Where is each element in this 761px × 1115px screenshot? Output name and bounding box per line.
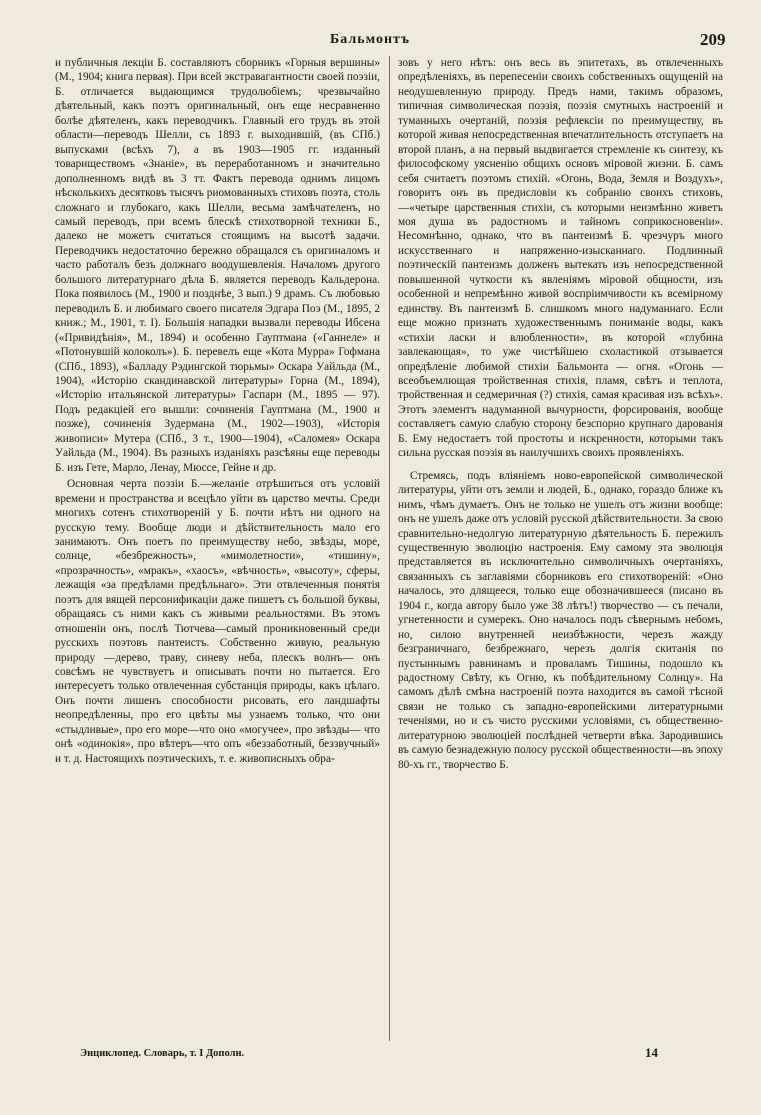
left-column <box>55 56 380 766</box>
footer-source: Энциклопед. Словарь, т. I Дополн. <box>80 1048 245 1059</box>
column-divider <box>389 56 390 1041</box>
paragraph: Стремясь, подъ вліяніемъ ново-европейской символической литературы, уйти отъ земли и людей, Б., однако, гораздо ближе къ нимъ, чѣмъ думаетъ. Онъ не только не ушелъ отъ жизни вообще: онъ не ушелъ даже отъ условій русской дѣйствительности. За свою сравнительно-недолгую литературную дѣятельность Б. пережилъ существенную эволюцію настроенія. Ему самому эта эволюція представляется въ исключительно символичныхъ очертаніяхъ, связанныхъ съ заглавіями сборниковъ его стихотвореній: «Оно началось, это длящееся, только еще обозначившееся (писано въ 1904 г., когда автору было уже 38 лѣтъ!) творчество — съ печали, угнетенности и сумерекъ. Оно началось подъ сѣвернымъ небомъ, но, силою внутренней неизбѣжности, черезъ жажду безграничнаго, безбрежнаго, черезъ долгія скитанія по пустыннымъ равнинамъ и проваламъ Тишины, подошло къ радостному Свѣту, къ Огню, къ побѣдительному Солнцу». На самомъ дѣлѣ смѣна настроеній поэта находится въ самой тѣсной связи не только съ западно-европейскими литературными теченіями, но и съ чисто русскими условіями, съ общественно-литературною эволюціей послѣдней четверти вѣка. Зародившись въ самую безнадежную полосу русской общественности—въ эпоху 80-хъ гг., творчество Б. <box>398 469 723 771</box>
page-number: 209 <box>700 30 726 49</box>
paragraph: и публичныя лекціи Б. составляютъ сборникъ «Горныя вершины» (М., 1904; книга первая). При всей экстравагантности своей поэзіи, Б. отличается выдающимся трудолюбіемъ; чрезвычайно дѣятельный, какъ поэтъ оригинальный, онъ еще несравненно болѣе дѣятеленъ, какъ переводчикъ. Главный его трудъ въ этой области—переводъ Шелли, съ 1893 г. выходившій, (въ СПб.) выпусками (всѣхъ 7), а въ 1903—1905 гг. изданный товариществомъ «Знаніе», въ переработанномъ и значительно дополненномъ видѣ въ 3 тт. Фактъ перевода однимъ лицомъ нѣсколькихъ десятковъ тысячъ риомованныхъ стиховъ поэта, столь сложнаго и глубокаго, какъ Шелли, весьма замѣчателенъ, но самый переводъ, при всемъ блескѣ стихотворной техники Б., далеко не можетъ считаться стоящимъ на высотѣ задачи. Переводчикъ недостаточно бережно обращался съ оригиналомъ и часто работалъ безъ должнаго воодушевленія. Началомъ другого большого литературнаго дѣла Б. является переводъ Кальдерона. Пока появилось (М., 1900 и позднѣе, 3 вып.) 9 драмъ. Съ любовью переводилъ Б. и любимаго своего писателя Эдгара Поэ (М., 1895, 2 книж.; М., 1901, т. I). Большія нападки вызвали переводы Ибсена («Привидѣнія», М., 1894) и особенно Гауптмана («Ганнеле» и «Потонувшій колоколъ»). Б. перевелъ еще «Кота Мурра» Гофмана (СПб., 1893), «Балладу Рэдингской тюрьмы» Оскара Уайльда (М., 1904), «Исторію скандинавской литературы» Горна (М., 1894), «Исторію итальянской литературы» Гаспари (М., 1895 — 97). Подъ редакціей его вышли: сочиненія Гауптмана (М., 1900 и позже), сочиненія Зудермана (М., 1902—1903), «Исторія живописи» Мутера (СПб., 3 т., 1900—1904), «Саломея» Оскара Уайльда (М., 1904). Въ разныхъ изданіяхъ разсѣяны еще переводы Б. изъ Гете, Марло, Ленау, Мюссе, Гейне и др. <box>55 57 380 474</box>
signature-mark: 14 <box>645 1045 658 1060</box>
right-column <box>398 56 723 772</box>
paragraph: зовъ у него нѣтъ: онъ весь въ эпитетахъ, въ отвлеченныхъ опредѣленіяхъ, въ перепесеніи своихъ собственныхъ ощущеній на неодушевленную природу. Предъ нами, такимъ образомъ, типичная символическая поэзія, поэзія смутныхъ настроеній и туманныхъ очертаній, поэзія рефлексіи по преимуществу, въ которой живая непосредственная впечатлительность отступаетъ на второй планъ, а на первый выдвигается стремленіе къ синтезу, къ философскому уясненію общихъ основъ міровой жизни. Б. самъ себя считаетъ поэтомъ стихій. «Огонь, Вода, Земля и Воздухъ», говоритъ онъ въ предисловіи къ собранію своихъ стиховъ,—«четыре царственныя стихіи, съ которыми неизмѣнно живетъ моя душа въ радостномъ и тайномъ соприкосновеніи». Несомнѣнно, однако, что въ пантеизмѣ Б. чрезчуръ много искусственнаго и напряженно-изысканнаго. Подлинный поэтическій пантеизмъ долженъ вытекать изъ непосредственной повышенной чуткости къ явленіямъ міровой общности, изъ особенной и непремѣнно живой воспріимчивости къ всемірному единству. Въ пантеизмѣ Б. слишкомъ много надуманнаго. Если еще можно признать художественнымъ пониманіе воды, какъ «стихіи ласки и влюбленности», въ которой «глубина завлекающая», то уже чистѣйшею схоластикой отзывается опредѣленіе любимой стихіи Бальмонта — огня. «Огонь — всеобъемлющая тройственная стихія, пламя, свѣтъ и теплота, тройственная и седмеричная (?) стихія, самая красивая изъ всѣхъ». Этотъ элементъ надуманной вычурности, форсированія, вообще составляетъ самую слабую сторону безспорно крупнаго дарованія Б. Ему недостаетъ той простоты и искренности, которыми такъ сильна русская поэзія въ наилучшихъ своихъ проявленіяхъ. <box>398 57 723 460</box>
running-title: Бальмонтъ <box>330 32 411 47</box>
paragraph: Основная черта поэзіи Б.—желаніе отрѣшиться отъ условій времени и пространства и всецѣло уйти въ царство мечты. Среди многихъ сотенъ стихотвореній у Б. почти нѣтъ ни одного на русскую тему. Вообще люди и дѣйствительность мало его занимаютъ. Онъ поетъ по преимуществу небо, звѣзды, море, солнце, «безбрежность», «мимолетности», «тишину», «прозрачность», «мракъ», «хаосъ», «вѣчность», «высоту», сферы, лежащія «за предѣлами предѣльнаго». Эти отвлеченныя понятія поэтъ для вящей персонификаціи даже пишетъ съ большой буквы, обращаясь съ ними какъ съ живыми реальностями. Въ этомъ отношеніи онъ, послѣ Тютчева—самый проникновенный среди русскихъ поэтовъ пантеистъ. Собственно живую, реальную природу —дерево, траву, синеву неба, плескъ волнъ— онъ совсѣмъ не чувствуетъ и описывать почти но пытается. Его интересуетъ только отвлеченная субстанція природы, какъ цѣлаго. Онъ почти лишенъ способности рисовать, его ландшафты неопредѣленны, про его цвѣты мы узнаемъ только, что они «стыдливые», про его море—что оно «могучее», про звѣзды— что онѣ «одинокія», про вѣтеръ—что опъ «беззаботный, беззвучный» и т. д. Настоящихъ поэтическихъ, т. е. живописныхъ обра- <box>55 478 380 765</box>
